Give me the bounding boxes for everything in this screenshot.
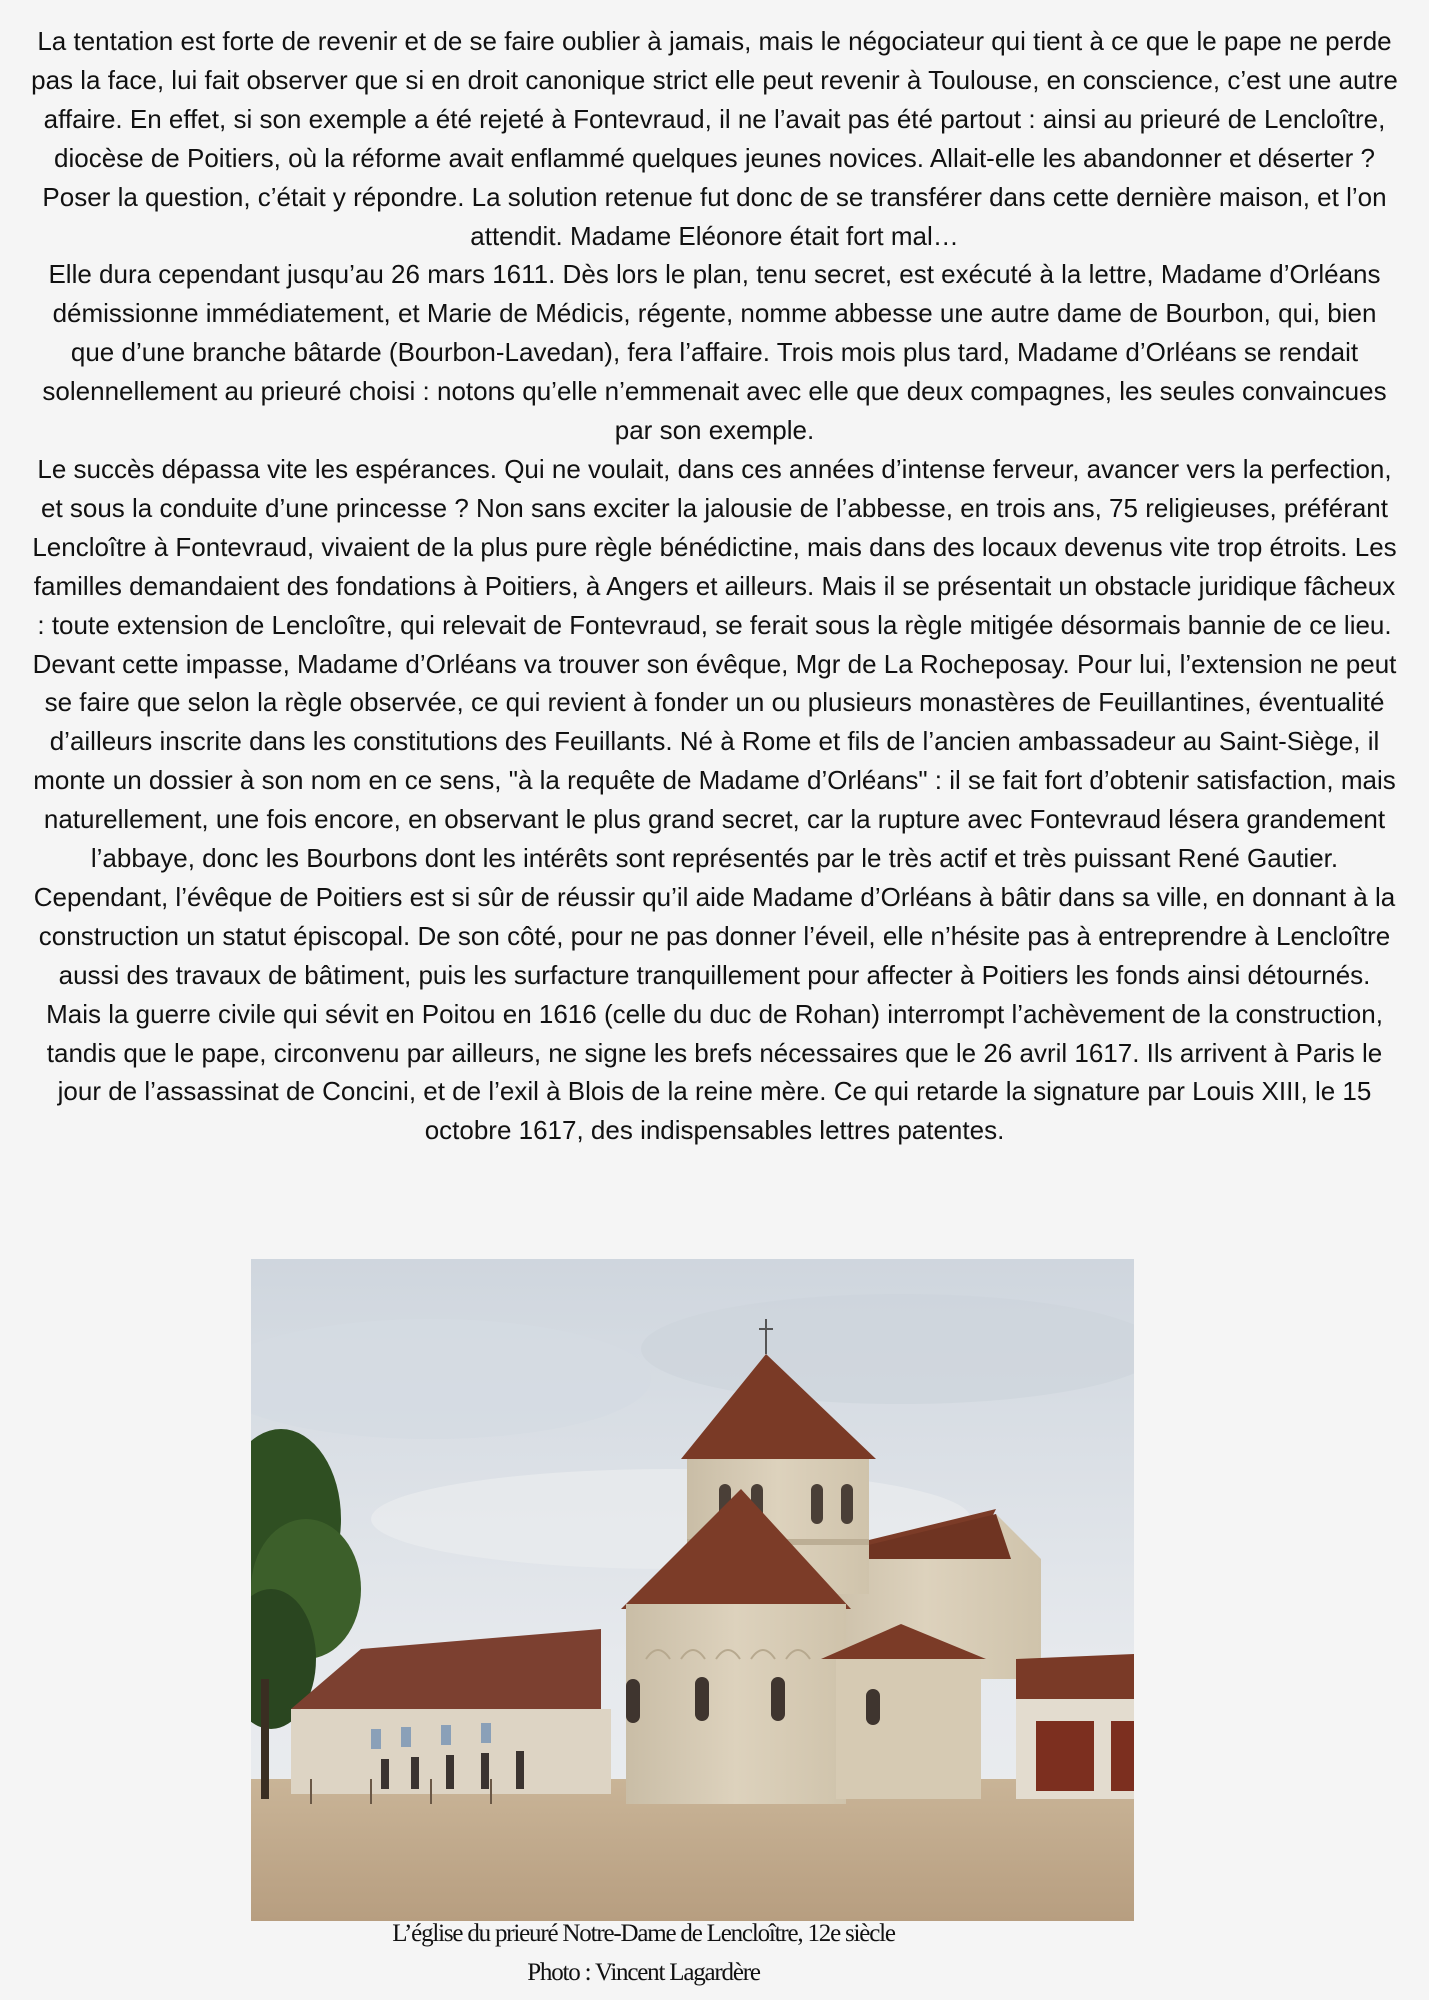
paragraph-2: Elle dura cependant jusqu’au 26 mars 1611. Dès lors le plan, tenu secret, est exécuté à la lettre, Madame d’Orléans démissionne immédiatement, et Marie de Médicis, régente, nomme abbesse une autre dame de Bourbon, qui, bien que d’une branche bâtarde (Bourbon-Lavedan), fera l’affaire. Trois mois plus tard, Madame d’Orléans se rendait solennellement au prieuré choisi : notons qu’elle n’emmenait avec elle que deux compagnes, les seules convaincues par son exemple.: [42, 259, 1387, 446]
article-body: [30, 22, 1399, 1150]
side-chapel: [821, 1624, 986, 1799]
barn: [1016, 1654, 1134, 1799]
church-illustration: [251, 1259, 1134, 1921]
paragraph-3: Le succès dépassa vite les espérances. Qui ne voulait, dans ces années d’intense ferveur, avancer vers la perfection, et sous la conduite d’une princesse ? Non sans exciter la jalousie de l’abbesse, en trois ans, 75 religieuses, préférant Lencloître à Fontevraud, vivaient de la plus pure règle bénédictine, mais dans des locaux devenus vite trop étroits. Les familles demandaient des fondations à Poitiers, à Angers et ailleurs. Mais il se présentait un obstacle juridique fâcheux : toute extension de Lencloître, qui relevait de Fontevraud, se ferait sous la règle mitigée désormais bannie de ce lieu.: [32, 453, 1397, 640]
paragraph-1: La tentation est forte de revenir et de se faire oublier à jamais, mais le négociateur qui tient à ce que le pape ne perde pas la face, lui fait observer que si en droit canonique strict elle peut revenir à Toulouse, en conscience, c’est une autre affaire. En effet, si son exemple a été rejeté à Fontevraud, il ne l’avait pas été partout : ainsi au prieuré de Lencloître, diocèse de Poitiers, où la réforme avait enflammé quelques jeunes novices. Allait-elle les abandonner et déserter ? Poser la question, c’était y répondre. La solution retenue fut donc de se transférer dans cette dernière maison, et l’on attendit. Madame Eléonore était fort mal…: [31, 26, 1398, 251]
church-photo: [251, 1259, 1134, 1921]
photo-credit: Photo : Vincent Lagardère: [527, 1959, 760, 1986]
paragraph-4: Devant cette impasse, Madame d’Orléans va trouver son évêque, Mgr de La Rocheposay. Pour lui, l’extension ne peut se faire que selon la règle observée, ce qui revient à fonder un ou plusieurs monastères de Feuillantines, éventualité d’ailleurs inscrite dans les constitutions des Feuillants. Né à Rome et fils de l’ancien ambassadeur au Saint-Siège, il monte un dossier à son nom en ce sens, "à la requête de Madame d’Orléans" : il se fait fort d’obtenir satisfaction, mais naturellement, une fois encore, en observant le plus grand secret, car la rupture avec Fontevraud lésera grandement l’abbaye, donc les Bourbons dont les intérêts sont représentés par le très actif et très puissant René Gautier.: [32, 648, 1397, 874]
paragraph-5: Cependant, l’évêque de Poitiers est si sûr de réussir qu’il aide Madame d’Orléans à bâtir dans sa ville, en donnant à la construction un statut épiscopal. De son côté, pour ne pas donner l’éveil, elle n’hésite pas à entreprendre à Lencloître aussi des travaux de bâtiment, puis les surfacture tranquillement pour affecter à Poitiers les fonds ainsi détournés. Mais la guerre civile qui sévit en Poitou en 1616 (celle du duc de Rohan) interrompt l’achèvement de la construction, tandis que le pape, circonvenu par ailleurs, ne signe les brefs nécessaires que le 26 avril 1617. Ils arrivent à Paris le jour de l’assassinat de Concini, et de l’exil à Blois de la reine mère. Ce qui retarde la signature par Louis XIII, le 15 octobre 1617, des indispensables lettres patentes.: [33, 881, 1396, 1146]
figure-caption: L’église du prieuré Notre-Dame de Lencloître, 12e siècle: [392, 1920, 895, 1947]
